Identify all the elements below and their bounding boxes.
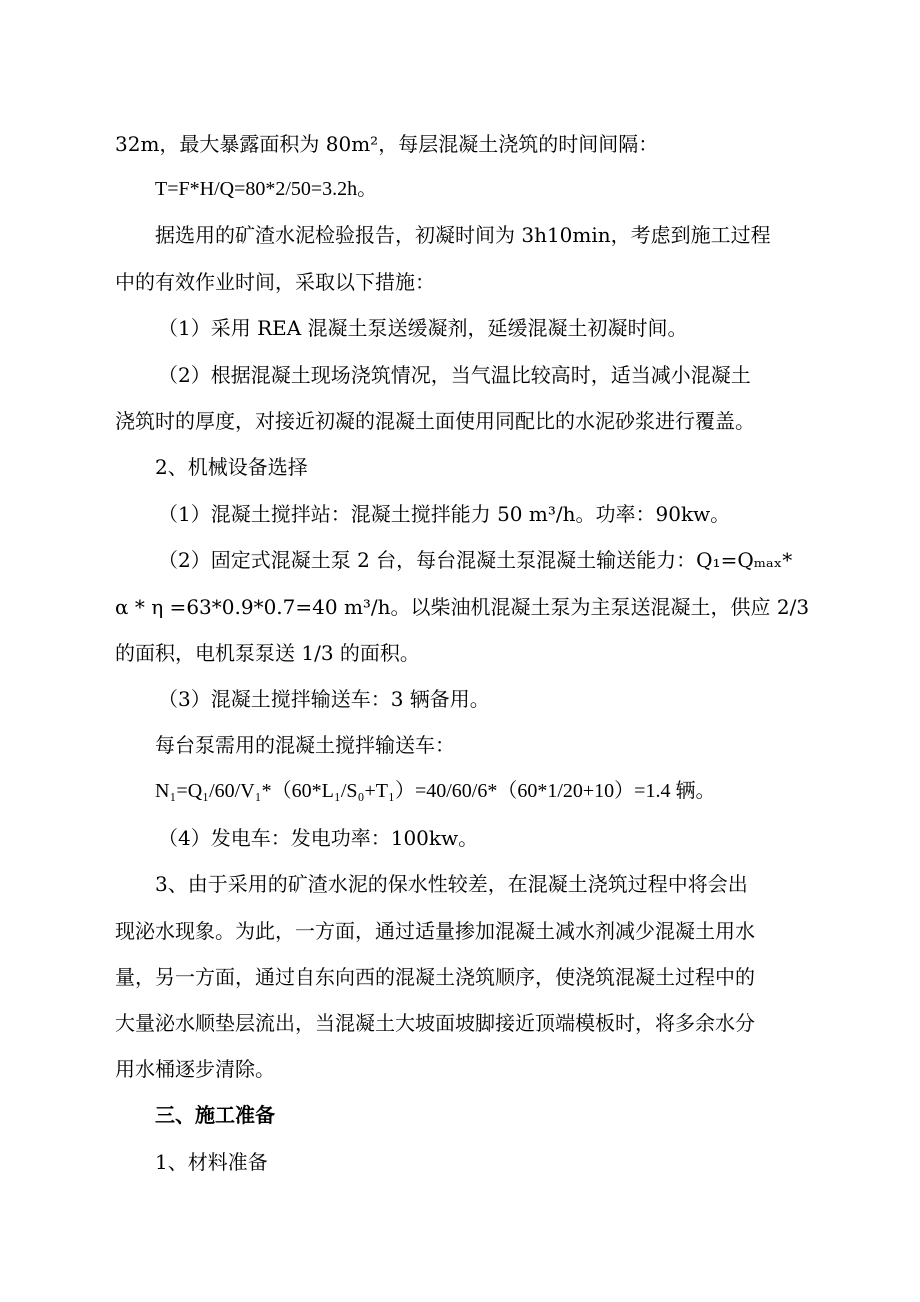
text-line: 中的有效作业时间，采取以下措施： — [115, 270, 435, 294]
section-heading: 三、施工准备 — [155, 1103, 275, 1127]
text-line: 3、由于采用的矿渣水泥的保水性较差，在混凝土浇筑过程中将会出 — [155, 872, 748, 896]
text-line: 32m，最大暴露面积为 80m²，每层混凝土浇筑的时间间隔： — [115, 132, 659, 156]
text-line: 量，另一方面，通过自东向西的混凝土浇筑顺序，使浇筑混凝土过程中的 — [115, 965, 755, 989]
text-line: 据选用的矿渣水泥检验报告，初凝时间为 3h10min，考虑到施工过程 — [155, 223, 771, 247]
list-item: （3）混凝土搅拌输送车：3 辆备用。 — [158, 687, 490, 711]
formula-line: N₁=Q₁/60/V₁*（60*L₁/S₀+T₁）=40/60/6*（60*1/20+10）=1.4 辆。 — [155, 780, 716, 802]
list-item: （1）混凝土搅拌站：混凝土搅拌能力 50 m³/h。功率：90kw。 — [158, 502, 731, 526]
text-line: 用水桶逐步清除。 — [115, 1057, 275, 1081]
text-line: 的面积，电机泵泵送 1/3 的面积。 — [115, 641, 420, 665]
subsection-heading: 1、材料准备 — [155, 1150, 268, 1174]
formula-line: T=F*H/Q=80*2/50=3.2h。 — [155, 178, 378, 200]
text-line: 每台泵需用的混凝土搅拌输送车： — [155, 733, 455, 757]
text-line: α * η =63*0.9*0.7=40 m³/h。以柴油机混凝土泵为主泵送混凝土，供应 2/3 — [115, 595, 810, 619]
list-item: （1）采用 REA 混凝土泵送缓凝剂，延缓混凝土初凝时间。 — [158, 316, 688, 340]
text-line: 大量泌水顺垫层流出，当混凝土大坡面坡脚接近顶端模板时，将多余水分 — [115, 1011, 755, 1035]
text-line: 浇筑时的厚度，对接近初凝的混凝土面使用同配比的水泥砂浆进行覆盖。 — [115, 409, 755, 433]
list-item: （2）固定式混凝土泵 2 台，每台混凝土泵混凝土输送能力：Q₁=Qₘₐₓ* — [158, 548, 793, 572]
list-item: （2）根据混凝土现场浇筑情况，当气温比较高时，适当减小混凝土 — [158, 363, 751, 387]
section-heading: 2、机械设备选择 — [155, 455, 308, 479]
list-item: （4）发电车：发电功率：100kw。 — [158, 826, 479, 850]
text-line: 现泌水现象。为此，一方面，通过适量掺加混凝土减水剂减少混凝土用水 — [115, 919, 755, 943]
